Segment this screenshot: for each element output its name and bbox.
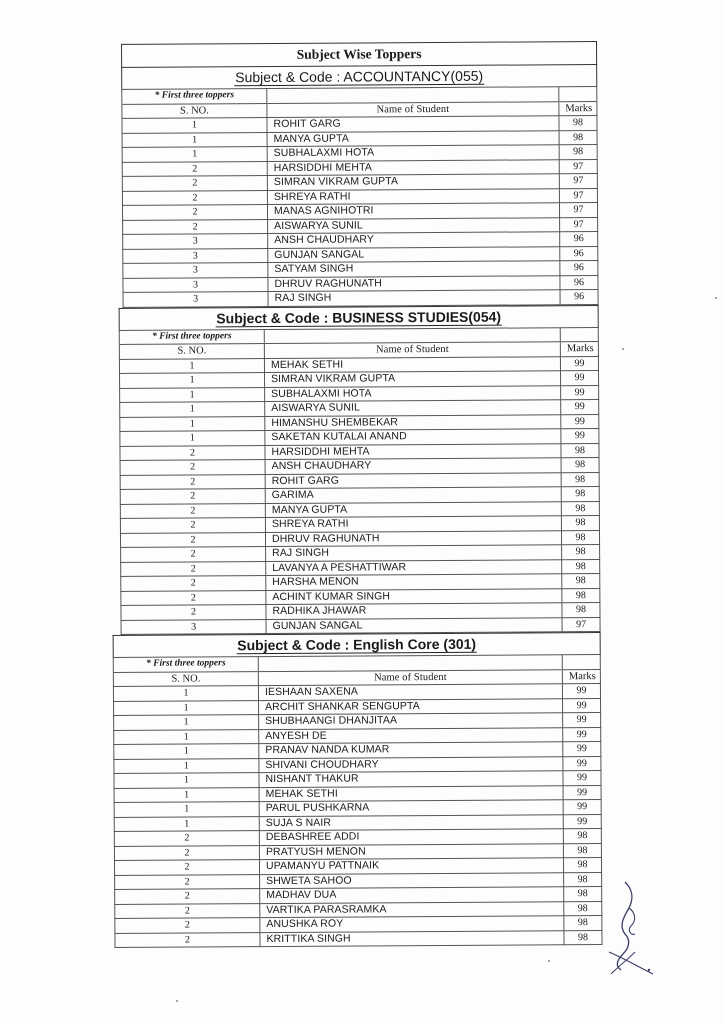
rank-cell: 2 bbox=[122, 161, 267, 176]
student-name-cell: MANYA GUPTA bbox=[265, 501, 561, 517]
rank-cell: 3 bbox=[123, 248, 268, 263]
student-name-cell: RADHIKA JHAWAR bbox=[266, 603, 562, 619]
empty-cell bbox=[560, 327, 598, 342]
marks-cell: 99 bbox=[561, 429, 599, 444]
marks-cell: 98 bbox=[561, 530, 599, 545]
rank-cell: 2 bbox=[121, 576, 266, 591]
student-name-cell: RAJ SINGH bbox=[266, 545, 562, 561]
page-title: Subject Wise Toppers bbox=[121, 41, 597, 67]
rank-cell: 2 bbox=[120, 503, 265, 518]
empty-cell bbox=[562, 655, 600, 670]
marks-cell: 99 bbox=[563, 756, 601, 771]
subject-section bbox=[121, 64, 598, 307]
marks-cell: 98 bbox=[564, 887, 602, 902]
scan-speck bbox=[715, 297, 717, 299]
rank-cell: 1 bbox=[114, 758, 259, 773]
rank-cell: 2 bbox=[120, 518, 265, 533]
rank-cell: 3 bbox=[123, 292, 268, 307]
student-name-cell: SIMRAN VIKRAM GUPTA bbox=[267, 174, 559, 190]
student-name-cell: NISHANT THAKUR bbox=[259, 771, 563, 787]
marks-cell: 98 bbox=[564, 901, 602, 916]
marks-cell: 98 bbox=[559, 145, 597, 160]
student-name-cell: HIMANSHU SHEMBEKAR bbox=[265, 414, 561, 430]
marks-cell: 99 bbox=[561, 371, 599, 386]
marks-cell: 98 bbox=[564, 916, 602, 931]
student-name-cell: GUNJAN SANGAL bbox=[266, 617, 562, 633]
rank-cell: 1 bbox=[119, 358, 264, 373]
rank-cell: 1 bbox=[114, 787, 259, 802]
marks-cell: 96 bbox=[560, 246, 598, 261]
marks-cell: 98 bbox=[562, 559, 600, 574]
student-name-cell: MEHAK SETHI bbox=[259, 785, 563, 801]
student-name-cell: SHWETA SAHOO bbox=[260, 872, 564, 888]
subject-heading-text: Subject & Code : English Core (301) bbox=[237, 635, 477, 654]
student-name-cell: PRANAV NANDA KUMAR bbox=[259, 742, 563, 758]
rank-cell: 2 bbox=[115, 889, 260, 904]
toppers-table bbox=[119, 327, 601, 635]
empty-cell bbox=[559, 87, 597, 102]
column-header-name: Name of Student bbox=[267, 101, 559, 117]
column-header-sno: S. NO. bbox=[122, 103, 267, 118]
rank-cell: 2 bbox=[115, 932, 260, 947]
rank-cell: 1 bbox=[114, 802, 259, 817]
marks-cell: 96 bbox=[560, 261, 598, 276]
marks-cell: 99 bbox=[563, 771, 601, 786]
student-name-cell: KRITTIKA SINGH bbox=[260, 930, 564, 946]
rank-cell: 1 bbox=[122, 118, 267, 133]
marks-cell: 98 bbox=[561, 487, 599, 502]
handwritten-signature bbox=[605, 878, 665, 978]
marks-cell: 99 bbox=[561, 414, 599, 429]
marks-cell: 98 bbox=[562, 603, 600, 618]
marks-cell: 99 bbox=[561, 385, 599, 400]
marks-cell: 98 bbox=[559, 130, 597, 145]
marks-cell: 99 bbox=[560, 356, 598, 371]
rank-cell: 1 bbox=[120, 416, 265, 431]
rank-cell: 2 bbox=[121, 547, 266, 562]
subject-heading bbox=[113, 632, 601, 657]
scan-speck bbox=[622, 348, 624, 350]
marks-cell: 97 bbox=[559, 203, 597, 218]
student-name-cell: HARSIDDHI MEHTA bbox=[267, 159, 559, 175]
student-name-cell: PARUL PUSHKARNA bbox=[259, 800, 563, 816]
column-header-name: Name of Student bbox=[258, 669, 562, 685]
rank-cell: 1 bbox=[120, 387, 265, 402]
marks-cell: 99 bbox=[563, 727, 601, 742]
marks-cell: 98 bbox=[563, 843, 601, 858]
column-header-sno: S. NO. bbox=[113, 671, 258, 686]
marks-cell: 98 bbox=[563, 858, 601, 873]
student-name-cell: ANUSHKA ROY bbox=[260, 916, 564, 932]
scan-speck bbox=[176, 1000, 178, 1002]
toppers-note: * First three toppers bbox=[113, 657, 258, 672]
rank-cell: 1 bbox=[113, 686, 258, 701]
rank-cell: 1 bbox=[122, 132, 267, 147]
toppers-note: * First three toppers bbox=[119, 329, 264, 344]
student-name-cell: ARCHIT SHANKAR SENGUPTA bbox=[259, 698, 563, 714]
rank-cell: 3 bbox=[123, 234, 268, 249]
rank-cell: 1 bbox=[114, 816, 259, 831]
marks-cell: 98 bbox=[561, 516, 599, 531]
marks-cell: 99 bbox=[563, 785, 601, 800]
student-name-cell: DHRUV RAGHUNATH bbox=[268, 275, 560, 291]
rank-cell: 1 bbox=[114, 715, 259, 730]
rank-cell: 2 bbox=[122, 176, 267, 191]
marks-cell: 99 bbox=[561, 400, 599, 415]
student-name-cell: ACHINT KUMAR SINGH bbox=[266, 588, 562, 604]
rank-cell: 3 bbox=[121, 619, 266, 634]
subject-heading bbox=[121, 64, 597, 89]
marks-cell: 99 bbox=[563, 713, 601, 728]
rank-cell: 2 bbox=[115, 874, 260, 889]
student-name-cell: DHRUV RAGHUNATH bbox=[265, 530, 561, 546]
column-header-marks: Marks bbox=[559, 101, 597, 116]
student-name-cell: ROHIT GARG bbox=[267, 116, 559, 132]
rank-cell: 2 bbox=[123, 219, 268, 234]
student-name-cell: SHREYA RATHI bbox=[267, 188, 559, 204]
column-header-marks: Marks bbox=[562, 669, 600, 684]
student-name-cell: HARSIDDHI MEHTA bbox=[265, 443, 561, 459]
column-header-marks: Marks bbox=[560, 342, 598, 357]
student-name-cell: SHREYA RATHI bbox=[265, 516, 561, 532]
rank-cell: 1 bbox=[114, 773, 259, 788]
student-name-cell: ANSH CHAUDHARY bbox=[268, 232, 560, 248]
marks-cell: 98 bbox=[561, 501, 599, 516]
marks-cell: 98 bbox=[561, 458, 599, 473]
student-name-cell: HARSHA MENON bbox=[266, 574, 562, 590]
marks-cell: 98 bbox=[562, 574, 600, 589]
student-name-cell: SIMRAN VIKRAM GUPTA bbox=[265, 371, 561, 387]
rank-cell: 2 bbox=[115, 918, 260, 933]
rank-cell: 2 bbox=[114, 845, 259, 860]
student-name-cell: GUNJAN SANGAL bbox=[268, 246, 560, 262]
rank-cell: 3 bbox=[123, 263, 268, 278]
toppers-note: * First three toppers bbox=[122, 89, 267, 104]
rank-cell: 1 bbox=[120, 431, 265, 446]
marks-cell: 98 bbox=[561, 443, 599, 458]
subject-section bbox=[119, 305, 601, 635]
marks-cell: 99 bbox=[562, 684, 600, 699]
table-row bbox=[115, 930, 602, 947]
student-name-cell: MANAS AGNIHOTRI bbox=[267, 203, 559, 219]
student-name-cell: VARTIKA PARASRAMKA bbox=[260, 901, 564, 917]
marks-cell: 98 bbox=[564, 872, 602, 887]
marks-cell: 99 bbox=[563, 742, 601, 757]
marks-cell: 98 bbox=[559, 116, 597, 131]
student-name-cell: SAKETAN KUTALAI ANAND bbox=[265, 429, 561, 445]
student-name-cell: PRATYUSH MENON bbox=[259, 843, 563, 859]
student-name-cell: SUJA S NAIR bbox=[259, 814, 563, 830]
rank-cell: 2 bbox=[121, 561, 266, 576]
student-name-cell: SHIVANI CHOUDHARY bbox=[259, 756, 563, 772]
rank-cell: 2 bbox=[120, 445, 265, 460]
marks-cell: 97 bbox=[562, 617, 600, 632]
rank-cell: 2 bbox=[122, 205, 267, 220]
toppers-table bbox=[113, 654, 603, 948]
student-name-cell: MANYA GUPTA bbox=[267, 130, 559, 146]
student-name-cell: ANSH CHAUDHARY bbox=[265, 458, 561, 474]
student-name-cell: ANYESH DE bbox=[259, 727, 563, 743]
rank-cell: 1 bbox=[114, 729, 259, 744]
rank-cell: 2 bbox=[114, 860, 259, 875]
student-name-cell: AISWARYA SUNIL bbox=[265, 400, 561, 416]
toppers-sheet bbox=[109, 41, 603, 948]
marks-cell: 96 bbox=[560, 275, 598, 290]
toppers-table bbox=[121, 86, 598, 307]
student-name-cell: SUBHALAXMI HOTA bbox=[265, 385, 561, 401]
rank-cell: 2 bbox=[121, 590, 266, 605]
marks-cell: 97 bbox=[560, 217, 598, 232]
marks-cell: 97 bbox=[559, 188, 597, 203]
subject-heading bbox=[119, 305, 599, 330]
rank-cell: 1 bbox=[120, 373, 265, 388]
rank-cell: 2 bbox=[122, 190, 267, 205]
marks-cell: 98 bbox=[562, 545, 600, 560]
marks-cell: 96 bbox=[560, 232, 598, 247]
rank-cell: 1 bbox=[114, 700, 259, 715]
student-name-cell: MEHAK SETHI bbox=[264, 356, 560, 372]
marks-cell: 99 bbox=[563, 698, 601, 713]
marks-cell: 98 bbox=[561, 472, 599, 487]
sections-container bbox=[109, 64, 602, 948]
scan-speck bbox=[548, 960, 550, 962]
rank-cell: 2 bbox=[115, 903, 260, 918]
marks-cell: 99 bbox=[563, 814, 601, 829]
student-name-cell: LAVANYA A PESHATTIWAR bbox=[266, 559, 562, 575]
rank-cell: 3 bbox=[123, 277, 268, 292]
marks-cell: 98 bbox=[562, 588, 600, 603]
marks-cell: 98 bbox=[564, 930, 602, 945]
marks-cell: 98 bbox=[563, 829, 601, 844]
student-name-cell: AISWARYA SUNIL bbox=[268, 217, 560, 233]
column-header-sno: S. NO. bbox=[119, 344, 264, 359]
student-name-cell: MADHAV DUA bbox=[260, 887, 564, 903]
rank-cell: 2 bbox=[121, 605, 266, 620]
rank-cell: 2 bbox=[120, 489, 265, 504]
student-name-cell: UPAMANYU PATTNAIK bbox=[259, 858, 563, 874]
rank-cell: 2 bbox=[120, 460, 265, 475]
student-name-cell: RAJ SINGH bbox=[268, 290, 560, 306]
rank-cell: 1 bbox=[122, 147, 267, 162]
marks-cell: 99 bbox=[563, 800, 601, 815]
subject-section bbox=[113, 632, 603, 948]
student-name-cell: SHUBHAANGI DHANJITAA bbox=[259, 713, 563, 729]
student-name-cell: GARIMA bbox=[265, 487, 561, 503]
marks-cell: 96 bbox=[560, 290, 598, 305]
student-name-cell: ROHIT GARG bbox=[265, 472, 561, 488]
subject-heading-text: Subject & Code : BUSINESS STUDIES(054) bbox=[216, 308, 502, 326]
column-header-name: Name of Student bbox=[264, 342, 560, 358]
rank-cell: 2 bbox=[114, 831, 259, 846]
rank-cell: 1 bbox=[120, 402, 265, 417]
student-name-cell: IESHAAN SAXENA bbox=[258, 684, 562, 700]
rank-cell: 1 bbox=[114, 744, 259, 759]
student-name-cell: SATYAM SINGH bbox=[268, 261, 560, 277]
rank-cell: 2 bbox=[120, 474, 265, 489]
marks-cell: 97 bbox=[559, 174, 597, 189]
student-name-cell: DEBASHREE ADDI bbox=[259, 829, 563, 845]
subject-heading-text: Subject & Code : ACCOUNTANCY(055) bbox=[235, 67, 484, 86]
rank-cell: 2 bbox=[120, 532, 265, 547]
marks-cell: 97 bbox=[559, 159, 597, 174]
student-name-cell: SUBHALAXMI HOTA bbox=[267, 145, 559, 161]
